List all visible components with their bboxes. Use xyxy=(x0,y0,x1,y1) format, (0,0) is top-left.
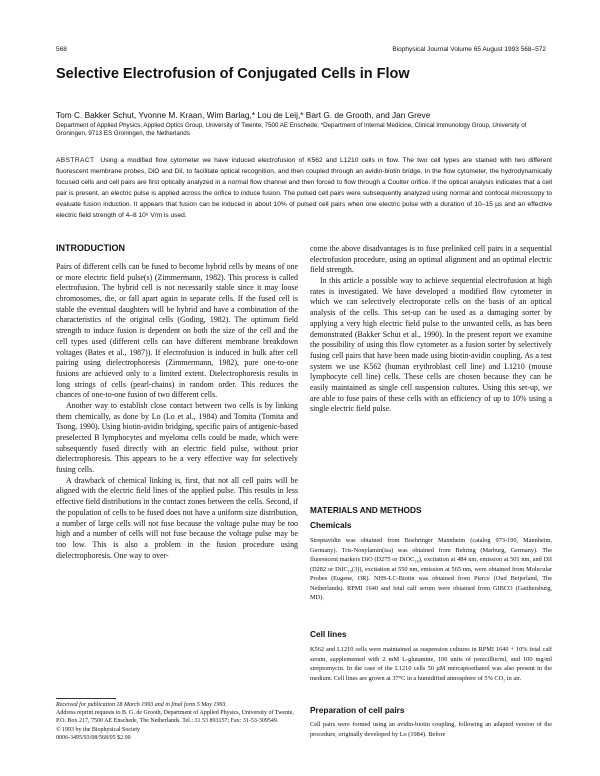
cell-lines-text xyxy=(310,645,552,683)
paragraph: A drawback of chemical linking is, first, that not all cell pairs will be aligned with the electric field lines of the applied pulse. This results in less effective field distributions in the contact zones between the cells. Second, if the population of cells to be fused does not have a uniform size distribution, a number of large cells will not fuse because the voltage pulse may be too high and a number of cells will not fuse because the voltage pulse may be too low. This is also a problem in the fusion procedure using dielectrophoresis. One way to over- xyxy=(56,475,298,560)
left-column xyxy=(56,262,298,561)
section-heading-methods: MATERIALS AND METHODS xyxy=(310,505,422,515)
section-heading-introduction: INTRODUCTION xyxy=(56,243,125,253)
received-date: Received for publication 18 March 1993 and in final form 5 May 1993. xyxy=(56,702,227,708)
article-title: Selective Electrofusion of Conjugated Cells in Flow xyxy=(56,66,410,82)
abstract-text: Using a modified flow cytometer we have induced electrofusion of K562 and L1210 cells in flow. The two cell types are stained with two different fluorescent membrane probes, DiO and DiI, to facilitate optical recognition, and then coupled through an avidin-biotin bridge. In the flow cytometer, the hydrodynamically focused cells and cell pairs are first optically analyzed in a normal flow channel and then forced to flow through a Coulter orifice. If the optical analysis indicates that a cell pair is present, an electric pulse is applied across the orifice to induce fusion. The pulsed cell pairs were subsequently analyzed using normal and confocal microscopy to evaluate fusion induction. It appears that fusion can be induced in about 10% of pulsed cell pairs when one electric pulse with a duration of 10–15 µs and an effective electric field strength of 4–8 10⁶ V/m is used. xyxy=(56,157,552,220)
author-list: Tom C. Bakker Schut, Yvonne M. Kraan, Wim Barlag,* Lou de Leij,* Bart G. de Grooth, and Jan Greve xyxy=(56,110,431,120)
page-number: 568 xyxy=(56,46,67,53)
reprint-address: Address reprint requests to B. G. de Grooth, Department of Applied Physics, University of Twente, P.O. Box 217, 7500 AE Enschede, The Netherlands. Tel.: 31 53 893157; Fax: 31-53-309549. xyxy=(56,709,294,724)
paragraph: Another way to establish close contact between two cells is by linking them chemically, as done by Lo (Lo et al., 1984) and Tomita (Tomita and Tsong, 1990). Using biotin-avidin bridging, specific pairs of antigenic-based preselected B lymphocytes and myeloma cells could be made, which were subsequently fused directly with an electric field pulse, without prior dielectrophoresis. This appears to be a very effective way for selectively fusing cells. xyxy=(56,400,298,475)
footnote xyxy=(56,702,296,743)
subheading-preparation: Preparation of cell pairs xyxy=(310,705,405,715)
preparation-text xyxy=(310,720,552,739)
subheading-chemicals: Chemicals xyxy=(310,520,352,530)
chemicals-text xyxy=(310,536,552,603)
paragraph: Streptavidin was obtained from Boehringer Mannheim (catalog 973-190, Mannheim, Germany). Tris-Nonylamin(isa) was obtained from Behring (Marburg, Germany). The fluorescent markers DiO (D275 or DiOC₁₈), excitation at 484 nm, emission at 501 nm, and DiI (D282 or DiIC₁₈(3)), excitation at 550 nm, emission at 565 nm, were obtained from Molecular Probes (Eugene, OR). NHS-LC-Biotin was obtained from Pierce (Oud Beijerland, The Netherlands). RPMI 1640 and fetal calf serum were obtained from GIBCO (Gaithersburg, MD). xyxy=(310,537,552,601)
paragraph: Cell pairs were formed using an avidin-biotin coupling, following an adapted version of the procedure, originally developed by Lo (1984). Before xyxy=(310,721,552,738)
copyright: © 1993 by the Biophysical Society xyxy=(56,727,141,734)
journal-header: Biophysical Journal Volume 65 August 1993 568–572 xyxy=(392,46,546,53)
abstract-label: ABSTRACT xyxy=(56,157,95,164)
paragraph: Pairs of different cells can be fused to become hybrid cells by means of one or more electric field pulse(s) (Zimmermann, 1982). This process is called electrofusion. The hybrid cell is not necessarily stable since it may loose chromosomes, die, or fall apart again in separate cells. If the fused cell is stable the eventual daughters will be hybrid and have a combination of the characteristics of the original cells (Goding, 1982). The optimum field strength to induce fusion is dependent on both the size of the cell and the cell types used (different cells can have different membrane breakdown voltages (Bates et al., 1987)). If electrofusion is induced in bulk after cell pairing using dielectrophoresis (Zimmermann, 1982), pure one-to-one fusions are achieved only to a limited extent. Dielectrophoresis results in long strings of cells (pearl-chains) in random order. This reduces the chances of one-to-one fusion of two different cells. xyxy=(56,262,298,400)
paragraph: In this article a possible way to achieve sequential electrofusion at high rates is investigated. We have developed a modified flow cytometer in which we can selectively electroporate cells on the basis of an optical analysis of the cells. This set-up can be used as a damaging sorter by applying a very high electric field pulse to the unwanted cells, as has been demonstrated (Bakker Schut et al., 1990). In the present report we examine the possibility of using this flow cytometer as a fusion sorter by selectively fusing cell pairs that have been made using biotin-avidin coupling. As a test system we use K562 (human erythroblast cell line) and L1210 (mouse lymphocyte cell line) cells. These cells are chosen because they can be easily maintained as single cell suspension cultures. Using this set-up, we are able to fuse pairs of these cells with an efficiency of up to 10% using a single electric field pulse. xyxy=(310,276,552,414)
subheading-cell-lines: Cell lines xyxy=(310,629,347,639)
footnote-rule xyxy=(56,698,116,699)
paragraph: K562 and L1210 cells were maintained as suspension cultures in RPMI 1640 + 10% fetal calf serum, supplemented with 2 mM L-glutamine, 100 units of penicillin/ml, and 100 mg/ml streptomycin. In the case of the L1210 cells 50 µM mercaptoethanol was also present in the medium. Cell lines are grown at 37°C in a humidified atmosphere of 5% CO₂ in air. xyxy=(310,646,552,682)
affiliation: Department of Applied Physics, Applied Optics Group, University of Twente, 7500 AE Enschede; *Department of Internal Medicine, Clinical Immunology Group, University of Groningen, 9713 ES Groningen, the Netherlands xyxy=(56,122,527,138)
paragraph: come the above disadvantages is to fuse prelinked cell pairs in a sequential electrofusion procedure, using an optimal alignment and an optimal electric field strength. xyxy=(310,244,552,275)
article-code: 0006-3495/93/08/568/05 $2.00 xyxy=(56,735,131,742)
right-column-intro xyxy=(310,244,552,415)
abstract xyxy=(56,155,552,222)
